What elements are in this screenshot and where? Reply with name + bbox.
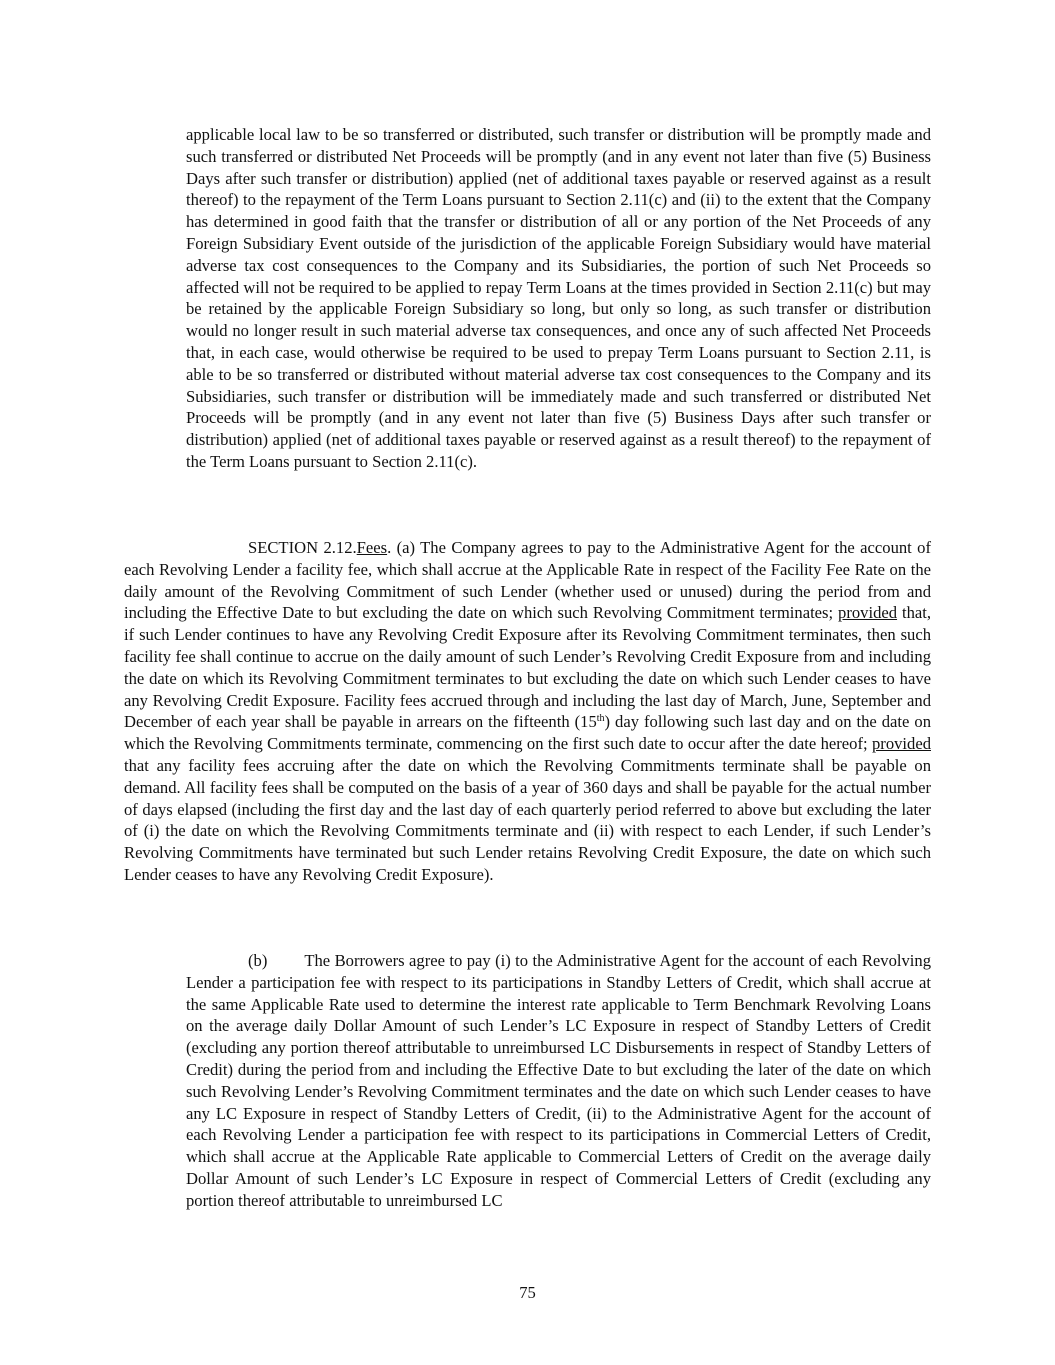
section-text-part-4: that any facility fees accruing after the date on which the Revolving Commitments terminate shall be payable on demand. All facility fees shall be computed on the basis of a year of 360 days and shall be payable for the actual number of days elapsed (including the first day and the last day of each quarterly period referred to above but excluding the later of (i) the date on which the Revolving Commitments terminate and (ii) with respect to each Lender, if such Lender’s Revolving Commitments have terminated but such Lender retains Revolving Credit Exposure, the date on which such Lender ceases to have any Revolving Credit Exposure).	[124, 755, 931, 884]
paragraph-b	[186, 950, 931, 1212]
provided-term: provided	[872, 734, 931, 754]
provided-term: provided	[838, 603, 898, 623]
section-2-12-fees-paragraph	[124, 537, 931, 886]
ordinal-superscript: th	[596, 713, 605, 725]
paragraph-b-text: The Borrowers agree to pay (i) to the Administrative Agent for the account of each Revolving Lender a participation fee with respect to its participations in Standby Letters of Credit, which shall accrue at the same Applicable Rate used to determine the interest rate applicable to Term Benchmark Revolving Loans on the average daily Dollar Amount of such Lender’s LC Exposure in respect of Standby Letters of Credit (excluding any portion thereof attributable to unreimbursed LC Disbursements in respect of Standby Letters of Credit) during the period from and including the Effective Date to but excluding the later of the date on which such Revolving Lender’s Revolving Commitment terminates and the date on which such Lender ceases to have any LC Exposure in respect of Standby Letters of Credit, (ii) to the Administrative Agent for the account of each Revolving Lender a participation fee with respect to its participations in Commercial Letters of Credit, which shall accrue at the Applicable Rate applicable to Commercial Letters of Credit on the average daily Dollar Amount of such Lender’s LC Exposure in respect of Commercial Letters of Credit (excluding any portion thereof attributable to unreimbursed LC	[186, 951, 931, 1210]
section-text-part-3: ) day following such last day and on the date on which the Revolving Commitments terminate, commencing on the first such date to occur after the date hereof;	[124, 712, 931, 754]
section-text-part-2: that, if such Lender continues to have any Revolving Credit Exposure after its Revolving Commitment terminates, then such facility fee shall continue to accrue on the daily amount of such Lender’s Revolving Credit Exposure from and including the date on which its Revolving Commitment terminates to but excluding the date on which such Lender ceases to have any Revolving Credit Exposure. Facility fees accrued through and including the last day of March, June, September and December of each year shall be payable in arrears on the fifteenth (15	[124, 603, 931, 732]
section-heading: Fees	[356, 538, 388, 557]
section-number: SECTION 2.12.	[248, 538, 357, 557]
paragraph-label: (b)	[248, 951, 268, 970]
continuation-paragraph: applicable local law to be so transferred or distributed, such transfer or distribution will be promptly made and such transferred or distributed Net Proceeds will be promptly (and in any event not later than five (5) Business Days after such transfer or distribution) applied (net of additional taxes payable or reserved against as a result thereof) to the repayment of the Term Loans pursuant to Section 2.11(c) and (ii) to the extent that the Company has determined in good faith that the transfer or distribution of all or any portion of the Net Proceeds of any Foreign Subsidiary Event outside of the jurisdiction of the applicable Foreign Subsidiary would have material adverse tax cost consequences to the Company and its Subsidiaries, the portion of such Net Proceeds so affected will not be required to be applied to repay Term Loans at the times provided in Section 2.11(c) but may be retained by the applicable Foreign Subsidiary so long, but only so long, as such transfer or distribution would no longer result in such material adverse tax consequences, and once any of such affected Net Proceeds that, in each case, would otherwise be required to be used to prepay Term Loans pursuant to Section 2.11, is able to be so transferred or distributed without material adverse tax cost consequences to the Company and its Subsidiaries, such transfer or distribution will be immediately made and such transferred or distributed Net Proceeds will be promptly (and in any event not later than five (5) Business Days after such transfer or distribution) applied (net of additional taxes payable or reserved against as a result thereof) to the repayment of the Term Loans pursuant to Section 2.11(c).	[186, 125, 931, 471]
section-text-part-1: . (a) The Company agrees to pay to the Administrative Agent for the account of each Revolving Lender a facility fee, which shall accrue at the Applicable Rate in respect of the Facility Fee Rate on the daily amount of the Revolving Commitment of such Lender (whether used or unused) during the period from and including the Effective Date to but excluding the date on which such Revolving Commitment terminates;	[124, 538, 931, 623]
page-number: 75	[519, 1283, 536, 1302]
